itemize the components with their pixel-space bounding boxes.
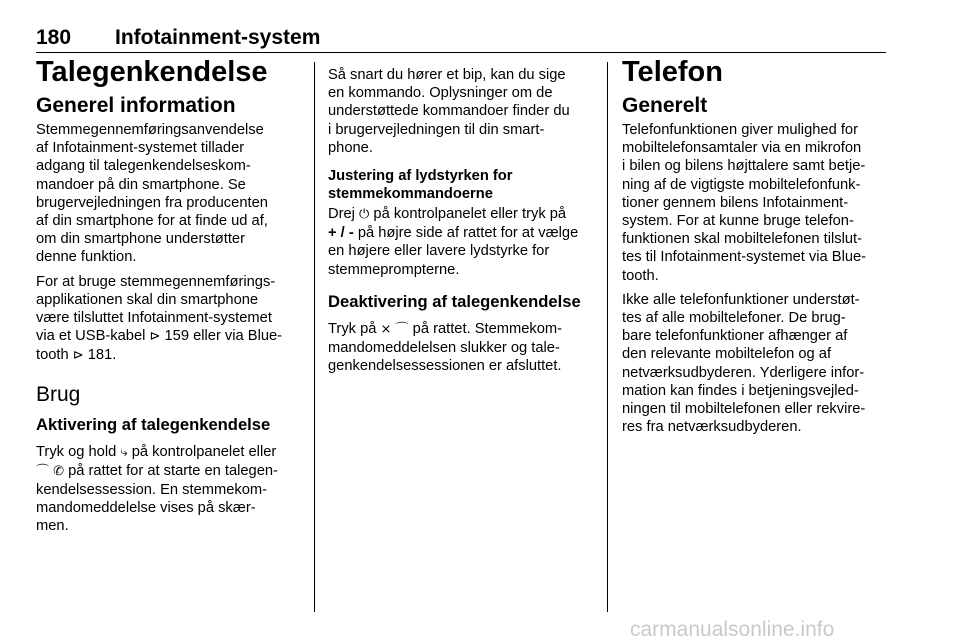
text-fragment: eller via Blue- <box>193 328 283 345</box>
paragraph <box>328 205 594 279</box>
paragraph <box>36 121 300 267</box>
text-fragment: via et USB-kabel <box>36 328 146 345</box>
header-rule <box>36 52 886 53</box>
text-fragment: på kontrolpanelet eller tryk på <box>373 206 567 223</box>
text-line: stemmeprompterne. <box>328 261 460 278</box>
text-line <box>328 205 594 224</box>
paragraph <box>622 121 888 285</box>
text-line: brugervejledningen fra producenten <box>36 194 268 211</box>
text-fragment: tooth <box>36 347 69 364</box>
paragraph <box>328 320 594 376</box>
subheading <box>328 167 594 203</box>
section-title: Talegenkendelse <box>36 56 268 88</box>
page-reference[interactable]: 181. <box>87 347 117 364</box>
plus-minus-label: + / - <box>328 225 354 242</box>
text-line: være tilsluttet Infotainment-systemet <box>36 310 272 327</box>
text-line: funktionen skal mobiltelefonen tilslut- <box>622 231 863 248</box>
text-line: applikationen skal din smartphone <box>36 291 259 308</box>
text-line: i bilen og bilens højttalere samt betje- <box>622 158 866 175</box>
paragraph <box>36 273 300 366</box>
text-line <box>328 224 594 242</box>
paragraph <box>36 443 300 536</box>
column-2 <box>328 55 594 381</box>
text-line <box>36 462 300 481</box>
text-fragment: Drej <box>328 206 355 223</box>
text-fragment: på rattet for at starte en talegen- <box>68 462 278 479</box>
text-line: mandoer på din smartphone. Se <box>36 176 246 193</box>
text-line <box>36 346 300 365</box>
text-line: adgang til talegenkendelseskom- <box>36 158 251 175</box>
text-line: af Infotainment-systemet tillader <box>36 140 245 157</box>
text-line: en højere eller lavere lydstyrke for <box>328 243 550 260</box>
text-line: tooth. <box>622 267 659 284</box>
page-header <box>36 26 886 50</box>
text-line: For at bruge stemmegennemførings- <box>36 273 276 290</box>
end-voice-icon: ⨯ ⌒ <box>380 321 409 337</box>
text-line: ningen til mobiltelefonen eller rekvire- <box>622 401 866 418</box>
subheading: Aktivering af talegenkendelse <box>36 414 271 434</box>
page-number: 180 <box>36 26 72 49</box>
subsection-title: Generelt <box>622 94 708 117</box>
section-title: Telefon <box>622 56 723 88</box>
text-line: Så snart du hører et bip, kan du sige <box>328 67 566 83</box>
text-line: denne funktion. <box>36 249 137 266</box>
text-line: Justering af lydstyrken for <box>328 168 513 185</box>
text-line: netværksudbyderen. Yderligere infor- <box>622 364 865 381</box>
text-fragment: på rattet. Stemmekom- <box>412 320 563 337</box>
page-reference-arrow-icon: ⊳ <box>149 329 161 345</box>
subsection-title: Generel information <box>36 94 236 117</box>
text-line: tes til Infotainment-systemet via Blue- <box>622 249 867 266</box>
text-line: en kommando. Oplysninger om de <box>328 85 553 102</box>
text-line: Stemmegennemføringsanvendelse <box>36 122 264 138</box>
text-line: phone. <box>328 139 373 156</box>
text-fragment: Tryk på <box>328 320 377 337</box>
text-fragment: på kontrolpanelet eller <box>131 443 277 460</box>
column-3 <box>622 55 888 442</box>
page-reference[interactable]: 159 <box>164 328 189 345</box>
text-line: mandomeddelelse vises på skær- <box>36 500 256 517</box>
text-line: tioner gennem bilens Infotainment- <box>622 194 849 211</box>
text-fragment: Tryk og hold <box>36 443 117 460</box>
power-icon: ⏻ <box>359 207 370 223</box>
text-line: mandomeddelelsen slukker og tale- <box>328 340 560 357</box>
page-reference-arrow-icon: ⊳ <box>72 348 84 364</box>
subheading: Deaktivering af talegenkendelse <box>328 291 581 311</box>
text-line: kendelsessession. En stemmekom- <box>36 482 268 499</box>
text-line: den relevante mobiltelefon og af <box>622 346 832 363</box>
subsection-title: Brug <box>36 382 81 406</box>
text-line: mation kan findes i betjeningsvejled- <box>622 382 859 399</box>
text-line: Telefonfunktionen giver mulighed for <box>622 122 858 138</box>
voice-command-icon: ⌒ ✆ <box>36 463 65 479</box>
text-line: system. For at kunne bruge telefon- <box>622 213 854 230</box>
text-line <box>36 443 300 462</box>
text-line: mobiltelefonsamtaler via en mikrofon <box>622 140 862 157</box>
phone-icon: ⤷ <box>120 444 128 460</box>
text-line: i brugervejledningen til din smart- <box>328 121 545 138</box>
text-line: af din smartphone for at finde ud af, <box>36 213 268 230</box>
text-line: tes af alle mobiltelefoner. De brug- <box>622 310 846 327</box>
paragraph <box>328 66 594 157</box>
paragraph <box>622 291 888 437</box>
column-divider <box>314 62 315 612</box>
text-fragment: på højre side af rattet for at vælge <box>357 225 579 242</box>
column-1 <box>36 55 300 542</box>
text-line: ning af de vigtigste mobiltelefonfunk- <box>622 176 861 193</box>
text-line: bare telefonfunktioner afhænger af <box>622 328 848 345</box>
text-line: men. <box>36 518 69 535</box>
text-line: Ikke alle telefonfunktioner understøt- <box>622 291 860 308</box>
text-line: genkendelsessessionen er afsluttet. <box>328 358 562 375</box>
text-line: om din smartphone understøtter <box>36 231 245 248</box>
text-line <box>36 327 300 346</box>
text-line <box>328 320 594 339</box>
text-line: stemmekommandoerne <box>328 186 493 203</box>
column-divider <box>607 62 608 612</box>
watermark: carmanualsonline.info <box>630 618 835 641</box>
text-line: res fra netværksudbyderen. <box>622 419 802 436</box>
text-line: understøttede kommandoer finder du <box>328 103 570 120</box>
chapter-title: Infotainment-system <box>115 26 321 49</box>
